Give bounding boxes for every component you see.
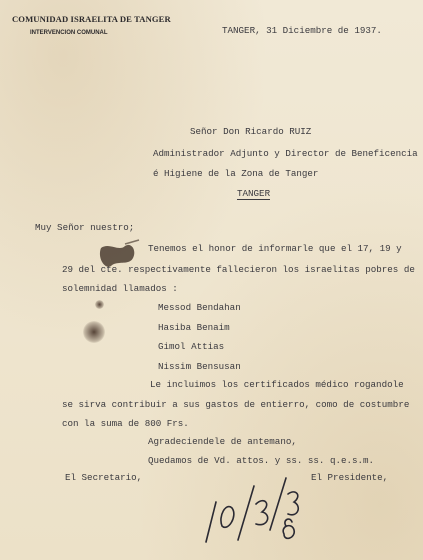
salutation: Muy Señor nuestro;	[35, 222, 135, 233]
addressee-name: Señor Don Ricardo RUIZ	[190, 126, 312, 137]
body-line-1: Tenemos el honor de informarle que el 17, 19 y	[148, 243, 402, 254]
ink-smudge	[95, 238, 145, 274]
addressee-title: Administrador Adjunto y Director de Beneficencia	[153, 148, 418, 159]
body2-line-2: se sirva contribuir a sus gastos de entierro, como de costumbre	[62, 399, 410, 410]
handwritten-note-text	[207, 540, 211, 541]
date-line: TANGER, 31 Diciembre de 1937.	[222, 25, 382, 36]
secretary-signature-label: El Secretario,	[65, 472, 143, 483]
deceased-name-1: Messod Bendahan	[158, 302, 241, 313]
deceased-name-3: Gimol Attias	[158, 341, 225, 352]
deceased-name-2: Hasiba Benaim	[158, 322, 230, 333]
handwritten-date-annotation	[196, 466, 306, 548]
thanks-line: Agradeciendele de antemano,	[148, 436, 297, 447]
body-line-2: 29 del cte. respectivamente fallecieron los israelitas pobres de	[62, 264, 415, 275]
ink-stain	[83, 321, 105, 343]
ink-speck	[95, 300, 104, 309]
deceased-name-4: Nissim Bensusan	[158, 361, 241, 372]
letterhead-department: INTERVENCION COMUNAL	[30, 30, 108, 36]
president-signature-label: El Presidente,	[311, 472, 389, 483]
body-line-3: solemnidad llamados :	[62, 283, 178, 294]
addressee-title-continued: é Higiene de la Zona de Tanger	[153, 168, 319, 179]
letterhead-organization: COMUNIDAD ISRAELITA DE TANGER	[12, 14, 171, 24]
body2-line-3: con la suma de 800 Frs.	[62, 418, 189, 429]
addressee-city: TANGER	[237, 188, 271, 199]
closing-line: Quedamos de Vd. attos. y ss. ss. q.e.s.m.	[148, 455, 375, 466]
body2-line-1: Le incluimos los certificados médico rogandole	[150, 379, 404, 390]
